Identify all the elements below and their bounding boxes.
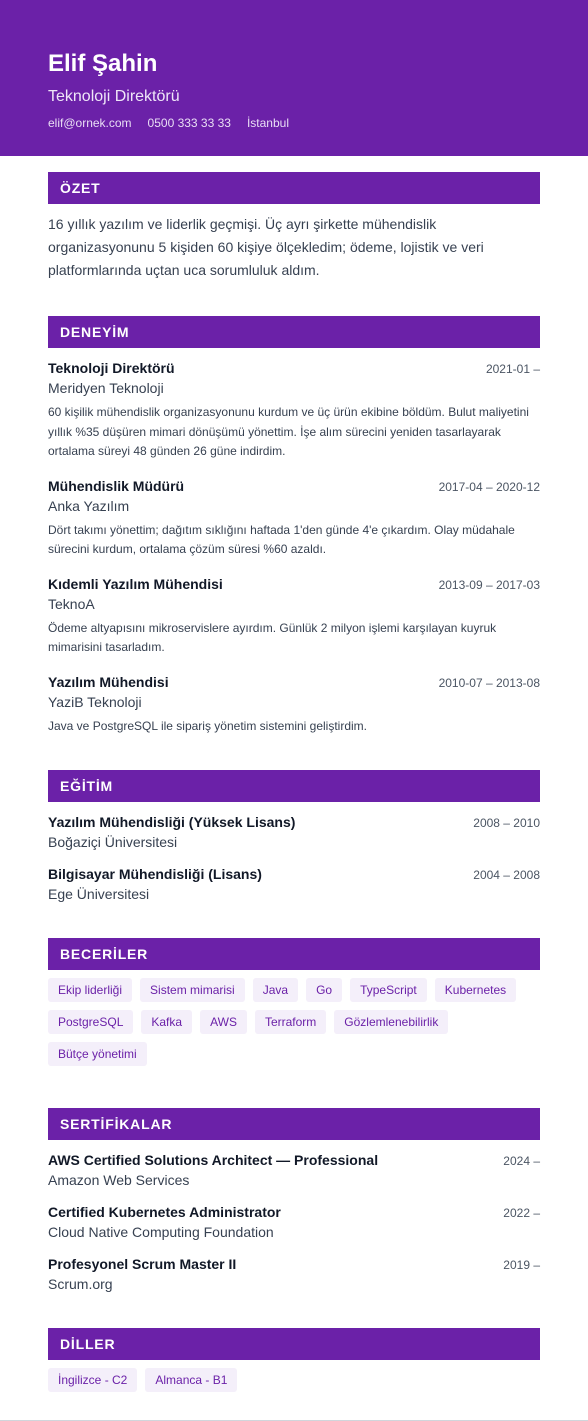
certification-entry <box>48 1254 540 1294</box>
section-heading: ÖZET <box>48 172 540 204</box>
entry-description: 60 kişilik mühendislik organizasyonunu kurdum ve üç ürün ekibine böldüm. Bulut maliyetini yıllık %35 düşüren mimari dönüşümü yönettim. İşe alım sürecini yeniden tasarlayarak ortalama süreyi 48 günden 26 güne indirdim. <box>48 405 529 458</box>
language-tag: İngilizce - C2 <box>48 1368 137 1392</box>
skill-tag: Sistem mimarisi <box>140 978 245 1002</box>
entry-date: 2021-01 – <box>485 362 540 376</box>
section-heading: SERTİFİKALAR <box>48 1108 540 1140</box>
entry-title: Bilgisayar Mühendisliği (Lisans) <box>48 866 262 882</box>
entry-organization: Scrum.org <box>48 1276 113 1292</box>
entry-organization: YaziB Teknoloji <box>48 693 142 710</box>
skill-tag: Kubernetes <box>435 978 516 1002</box>
education-entry <box>48 812 540 852</box>
entry-description: Ödeme altyapısını mikroservislere ayırdım. Günlük 2 milyon işlemi karşılayan kuyruk mimarisini tasarladım. <box>48 620 497 654</box>
certification-entry <box>48 1150 540 1190</box>
skill-tag: Gözlemlenebilirlik <box>334 1010 448 1034</box>
entry-date: 2024 – <box>503 1154 540 1168</box>
entry-date: 2010-07 – 2013-08 <box>438 675 540 690</box>
certifications-section <box>48 1108 540 1294</box>
entry-organization: Boğaziçi Üniversitesi <box>48 834 178 850</box>
skill-tag: Kafka <box>141 1010 192 1034</box>
summary-text: 16 yıllık yazılım ve liderlik geçmişi. Üç ayrı şirkette mühendislik organizasyonunu 5 kişiden 60 kişiye ölçekledim; ödeme, lojistik ve veri platformlarında uçtan uca sorumluluk aldım. <box>48 216 484 278</box>
experience-entry <box>48 476 540 560</box>
experience-entry <box>48 358 540 462</box>
section-heading: EĞİTİM <box>48 770 540 802</box>
entry-title: AWS Certified Solutions Architect — Professional <box>48 1152 379 1168</box>
skill-tag: Go <box>306 978 342 1002</box>
phone: 0500 333 33 33 <box>147 116 231 130</box>
section-heading: DİLLER <box>48 1328 540 1360</box>
summary-section <box>48 172 540 282</box>
entry-description: Java ve PostgreSQL ile sipariş yönetim sistemini geliştirdim. <box>48 718 368 733</box>
resume-header <box>0 0 588 156</box>
skill-tag: Bütçe yönetimi <box>48 1042 147 1066</box>
entry-title: Kıdemli Yazılım Mühendisi <box>48 575 223 592</box>
entry-organization: Amazon Web Services <box>48 1172 190 1188</box>
entry-date: 2017-04 – 2020-12 <box>438 479 540 494</box>
resume-content <box>0 156 588 1400</box>
entry-date: 2022 – <box>503 1206 540 1220</box>
skill-tag: Ekip liderliği <box>48 978 132 1002</box>
job-title: Teknoloji Direktörü <box>48 88 180 105</box>
skill-tag: Terraform <box>255 1010 326 1034</box>
entry-organization: Ege Üniversitesi <box>48 886 150 902</box>
language-tag: Almanca - B1 <box>145 1368 237 1392</box>
skill-tag: Java <box>253 978 298 1002</box>
entry-date: 2013-09 – 2017-03 <box>438 577 540 592</box>
entry-date: 2004 – 2008 <box>473 868 540 882</box>
city: İstanbul <box>246 116 289 130</box>
entry-title: Yazılım Mühendisi <box>48 673 169 690</box>
entry-organization: TeknoA <box>48 595 95 612</box>
education-entry <box>48 864 540 904</box>
email: elif@ornek.com <box>48 116 132 130</box>
section-heading: BECERİLER <box>48 938 540 970</box>
person-name: Elif Şahin <box>48 50 158 77</box>
entry-title: Teknoloji Direktörü <box>48 360 175 376</box>
skill-tag: PostgreSQL <box>48 1010 133 1034</box>
skill-tag: AWS <box>200 1010 247 1034</box>
entry-description: Dört takımı yönettim; dağıtım sıklığını haftada 1'den günde 4'e çıkardım. Olay müdahale sürecini kurdum, ortalama çözüm süresi %60 azaldı. <box>48 522 515 556</box>
entry-organization: Meridyen Teknoloji <box>48 380 164 396</box>
experience-entry <box>48 672 540 737</box>
skill-tags <box>48 978 540 1074</box>
experience-entry <box>48 574 540 658</box>
language-tags <box>48 1368 540 1400</box>
section-heading: DENEYİM <box>48 316 540 348</box>
skill-tag: TypeScript <box>350 978 427 1002</box>
experience-section <box>48 316 540 736</box>
skills-section <box>48 938 540 1074</box>
entry-title: Profesyonel Scrum Master II <box>48 1256 237 1272</box>
entry-date: 2008 – 2010 <box>473 816 540 830</box>
entry-title: Mühendislik Müdürü <box>48 477 185 494</box>
entry-organization: Cloud Native Computing Foundation <box>48 1224 274 1240</box>
contact-info <box>48 115 540 131</box>
entry-date: 2019 – <box>503 1258 540 1272</box>
education-section <box>48 770 540 904</box>
entry-title: Certified Kubernetes Administrator <box>48 1204 281 1220</box>
certification-entry <box>48 1202 540 1242</box>
languages-section <box>48 1328 540 1400</box>
entry-title: Yazılım Mühendisliği (Yüksek Lisans) <box>48 814 296 830</box>
entry-organization: Anka Yazılım <box>48 497 130 514</box>
